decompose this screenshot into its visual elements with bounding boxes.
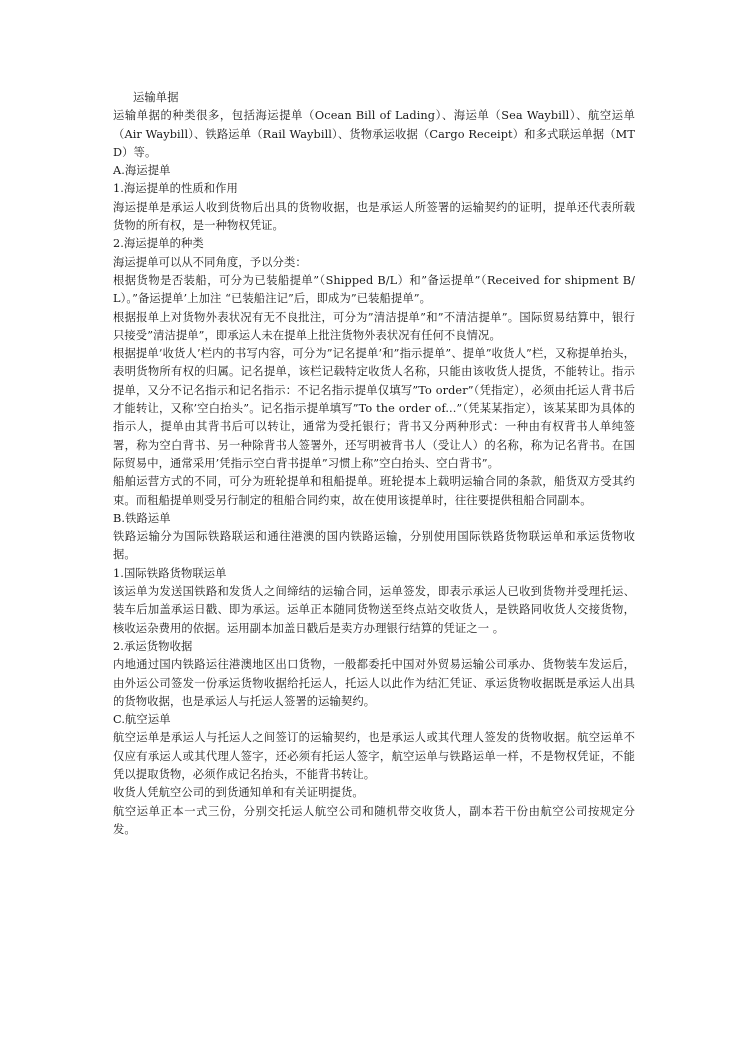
section-b-sub2-heading: 2.承运货物收据	[113, 639, 193, 653]
section-c-para1: 航空运单是承运人与托运人之间签订的运输契约，也是承运人或其代理人签发的货物收据。航空运单不仅应有承运人或其代理人签字，还必须有托运人签字，航空运单与铁路运单一样，不是物权凭证，不能凭以提取货物，必须作成记名抬头，不能背书转让。	[113, 731, 635, 781]
document-title: 运输单据	[133, 91, 179, 104]
section-b-sub1-text: 该运单为发送国铁路和发货人之间缔结的运输合同，运单签发，即表示承运人已收到货物并受理托运、装车后加盖承运日戳、即为承运。运单正本随同货物送至终点站交收货人，是铁路同收货人交接货物，核收运杂费用的依据。运用副本加盖日戳后是卖方办理银行结算的凭证之一 。	[113, 585, 635, 635]
section-b-sub2-text: 内地通过国内铁路运往港澳地区出口货物，一般都委托中国对外贸易运输公司承办、货物装车发运后，由外运公司签发一份承运货物收据给托运人，托运人以此作为结汇凭证、承运货物收据既是承运人出具的货物收据，也是承运人与托运人签署的运输契约。	[113, 658, 635, 708]
section-b-heading: B.铁路运单	[113, 511, 171, 525]
section-c-para3: 航空运单正本一式三份，分别交托运人航空公司和随机带交收货人，副本若干份由航空公司按规定分发。	[113, 804, 635, 836]
paragraph-clean-bl: 根据报单上对货物外表状况有无不良批注，可分为”清洁提单”和”不清洁提单”。国际贸易结算中，银行只接受”清洁提单”，即承运人未在提单上批注货物外表状况有任何不良情况。	[113, 310, 635, 342]
document-body	[113, 89, 635, 839]
section-c-para2: 收货人凭航空公司的到货通知单和有关证明提货。	[113, 786, 364, 800]
intro-paragraph: 运输单据的种类很多，包括海运提单（Ocean Bill of Lading）、海运单（Sea Waybill）、航空运单（Air Waybill）、铁路运单（Rail Waybill）、货物承运收据（Cargo Receipt）和多式联运单据（MTD）等。	[113, 109, 635, 159]
section-b-sub1-heading: 1.国际铁路货物联运单	[113, 566, 227, 580]
section-a-sub1-text: 海运提单是承运人收到货物后出具的货物收据，也是承运人所签署的运输契约的证明，提单还代表所载货物的所有权，是一种物权凭证。	[113, 200, 635, 233]
section-a-sub2-heading: 2.海运提单的种类	[113, 237, 204, 251]
paragraph-liner-charter: 船舶运营方式的不同，可分为班轮提单和租船提单。班轮提本上载明运输合同的条款，船货双方受其约束。而租船提单则受另行制定的租船合同约束，故在使用该提单时，往往要提供租船合同副本。	[113, 475, 635, 507]
paragraph-consignee-bl: 根据提单’收货人’栏内的书写内容，可分为”记名提单’和”指示提单”、提单”收货人”栏，又称提单抬头，表明货物所有权的归属。记名提单，该栏记载特定收货人名称，只能由该收货人提货，不能转让。指示提单，又分不记名指示和记名指示：不记名指示提单仅填写”To order”（凭指定），必须由托运人背书后才能转让，又称’空白抬头”。记名指示提单填写”To the order of...”（凭某某指定），该某某即为具体的指示人，提单由其背书后可以转让，通常为受托银行；背书又分两种形式：一种由有权背书人单纯签署，称为空白背书、另一种除背书人签署外，还写明被背书人（受让人）的名称，称为记名背书。在国际贸易中，通常采用’凭指示空白背书提单”习惯上称”空白抬头、空白背书”。	[113, 347, 635, 470]
section-a-sub2-intro: 海运提单可以从不同角度，予以分类：	[113, 255, 307, 269]
section-a-heading: A.海运提单	[113, 164, 171, 178]
section-a-sub1-heading: 1.海运提单的性质和作用	[113, 182, 238, 196]
paragraph-shipped-bl: 根据货物是否装船，可分为已装船提单”（Shipped B/L）和”备运提单”（Received for shipment B/L）。”备运提单’上加注 “已装船注记”后，即成为”已装船提单”。	[113, 273, 635, 306]
section-c-heading: C.航空运单	[113, 713, 171, 727]
section-b-text: 铁路运输分为国际铁路联运和通往港澳的国内铁路运输，分别使用国际铁路货物联运单和承运货物收据。	[113, 530, 635, 562]
